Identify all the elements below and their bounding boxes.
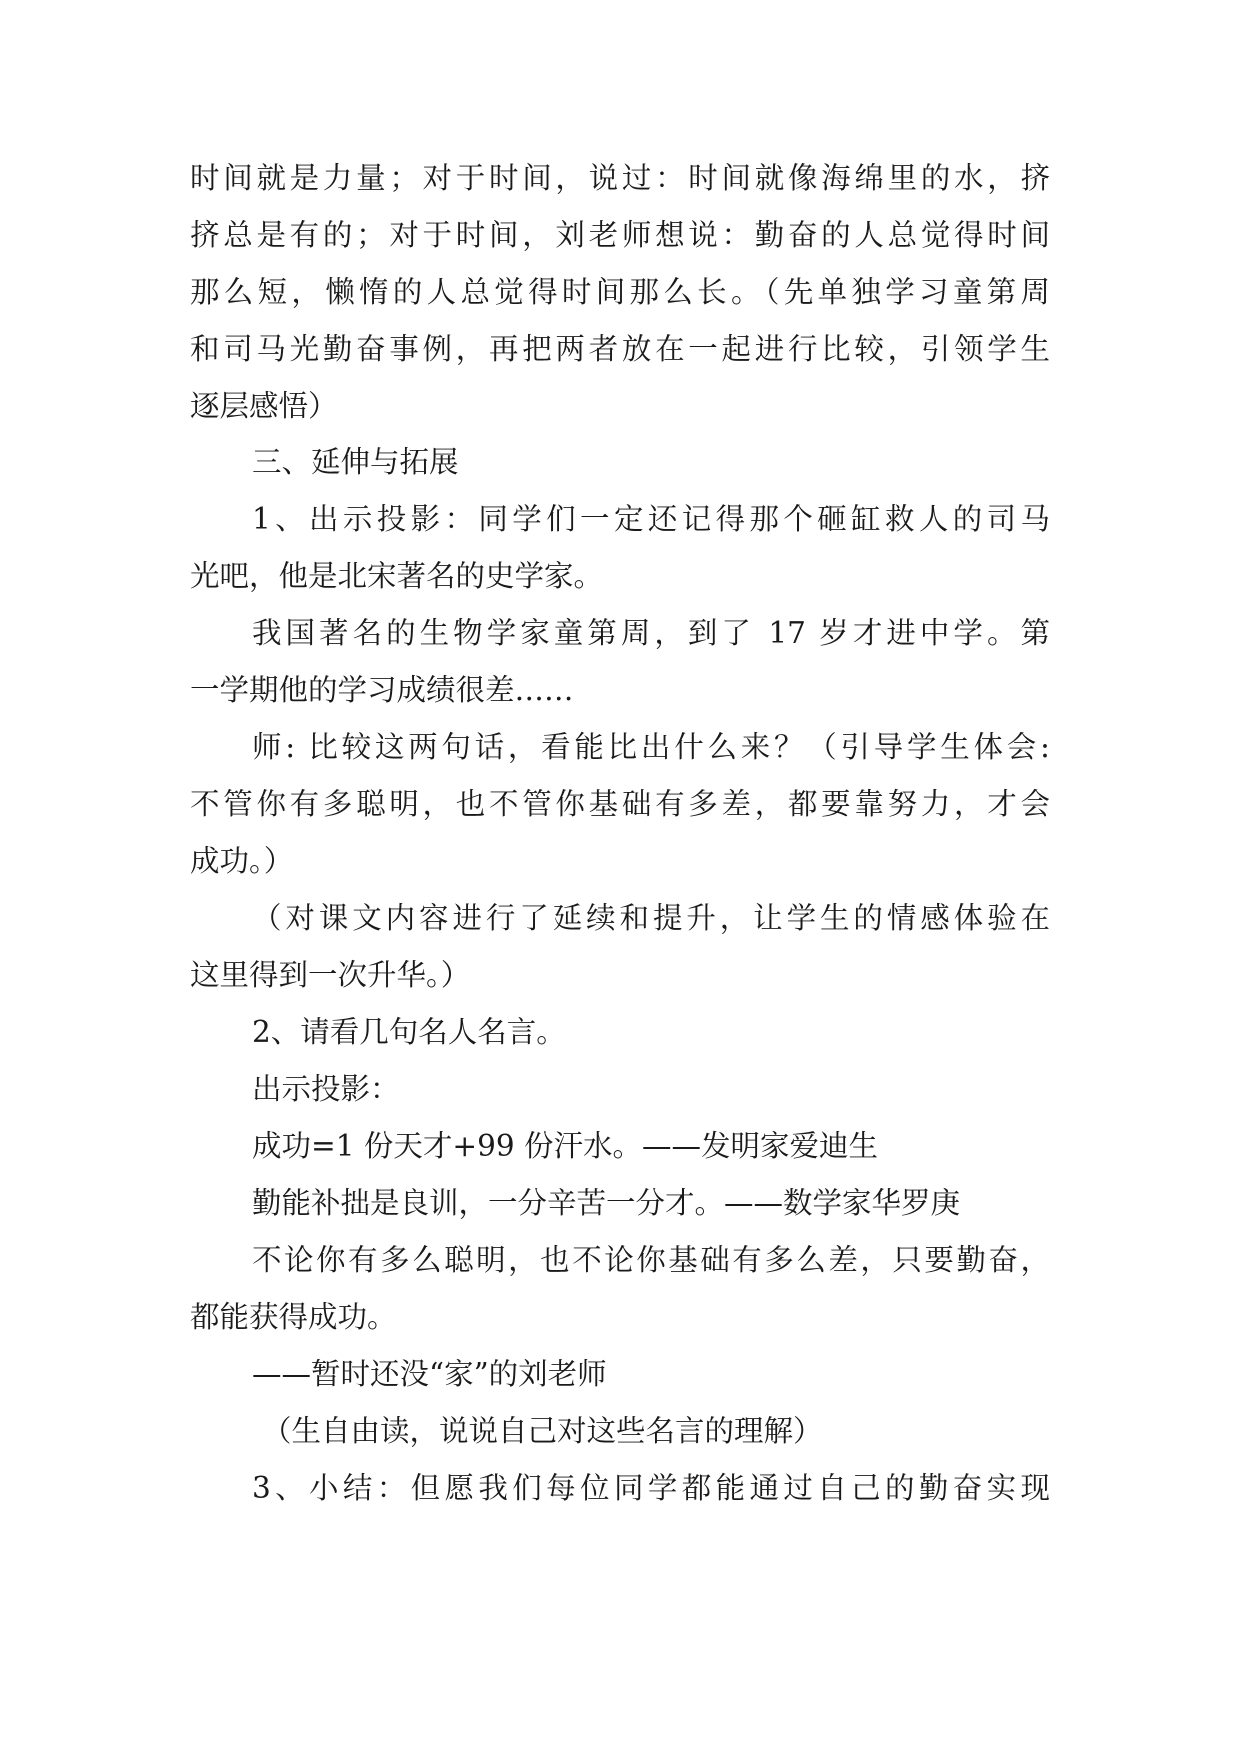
quote-line: 成功=1 份天才+99 份汗水。——发明家爱迪生 xyxy=(252,1129,878,1163)
text-line: 不管你有多聪明，也不管你基础有多差，都要靠努力，才会 xyxy=(190,787,1050,821)
text-line: 光吧，他是北宋著名的史学家。 xyxy=(190,559,604,593)
text-line: 出示投影： xyxy=(252,1072,400,1106)
text-line: 一学期他的学习成绩很差…… xyxy=(190,673,574,707)
text-line: 1、出示投影：同学们一定还记得那个砸缸救人的司马 xyxy=(252,502,1050,536)
quote-attribution: ——暂时还没“家”的刘老师 xyxy=(252,1357,607,1391)
text-line: 我国著名的生物学家童第周，到了 17 岁才进中学。第 xyxy=(252,616,1050,650)
text-line: 时间就是力量；对于时间，说过：时间就像海绵里的水，挤 xyxy=(190,161,1050,195)
text-line: （对课文内容进行了延续和提升，让学生的情感体验在 xyxy=(252,901,1050,935)
section-heading: 三、延伸与拓展 xyxy=(252,445,459,479)
text-line: 和司马光勤奋事例，再把两者放在一起进行比较，引领学生 xyxy=(190,332,1050,366)
text-line: 这里得到一次升华。） xyxy=(190,958,471,992)
text-line: 成功。） xyxy=(190,844,294,878)
quote-line: 不论你有多么聪明，也不论你基础有多么差，只要勤奋， xyxy=(252,1243,1050,1277)
text-line: 2、请看几句名人名言。 xyxy=(252,1015,566,1049)
text-line: 挤总是有的；对于时间，刘老师想说：勤奋的人总觉得时间 xyxy=(190,218,1050,252)
quote-line: 勤能补拙是良训，一分辛苦一分才。——数学家华罗庚 xyxy=(252,1186,961,1220)
text-line: （生自由读，说说自己对这些名言的理解） xyxy=(262,1414,823,1448)
text-line: 逐层感悟） xyxy=(190,389,338,423)
quote-line: 都能获得成功。 xyxy=(190,1300,397,1334)
text-line: 那么短，懒惰的人总觉得时间那么长。（先单独学习童第周 xyxy=(190,275,1050,309)
text-line: 师: 比较这两句话，看能比出什么来？（引导学生体会: xyxy=(252,730,1050,764)
text-line: 3、小结：但愿我们每位同学都能通过自己的勤奋实现 xyxy=(252,1471,1050,1505)
